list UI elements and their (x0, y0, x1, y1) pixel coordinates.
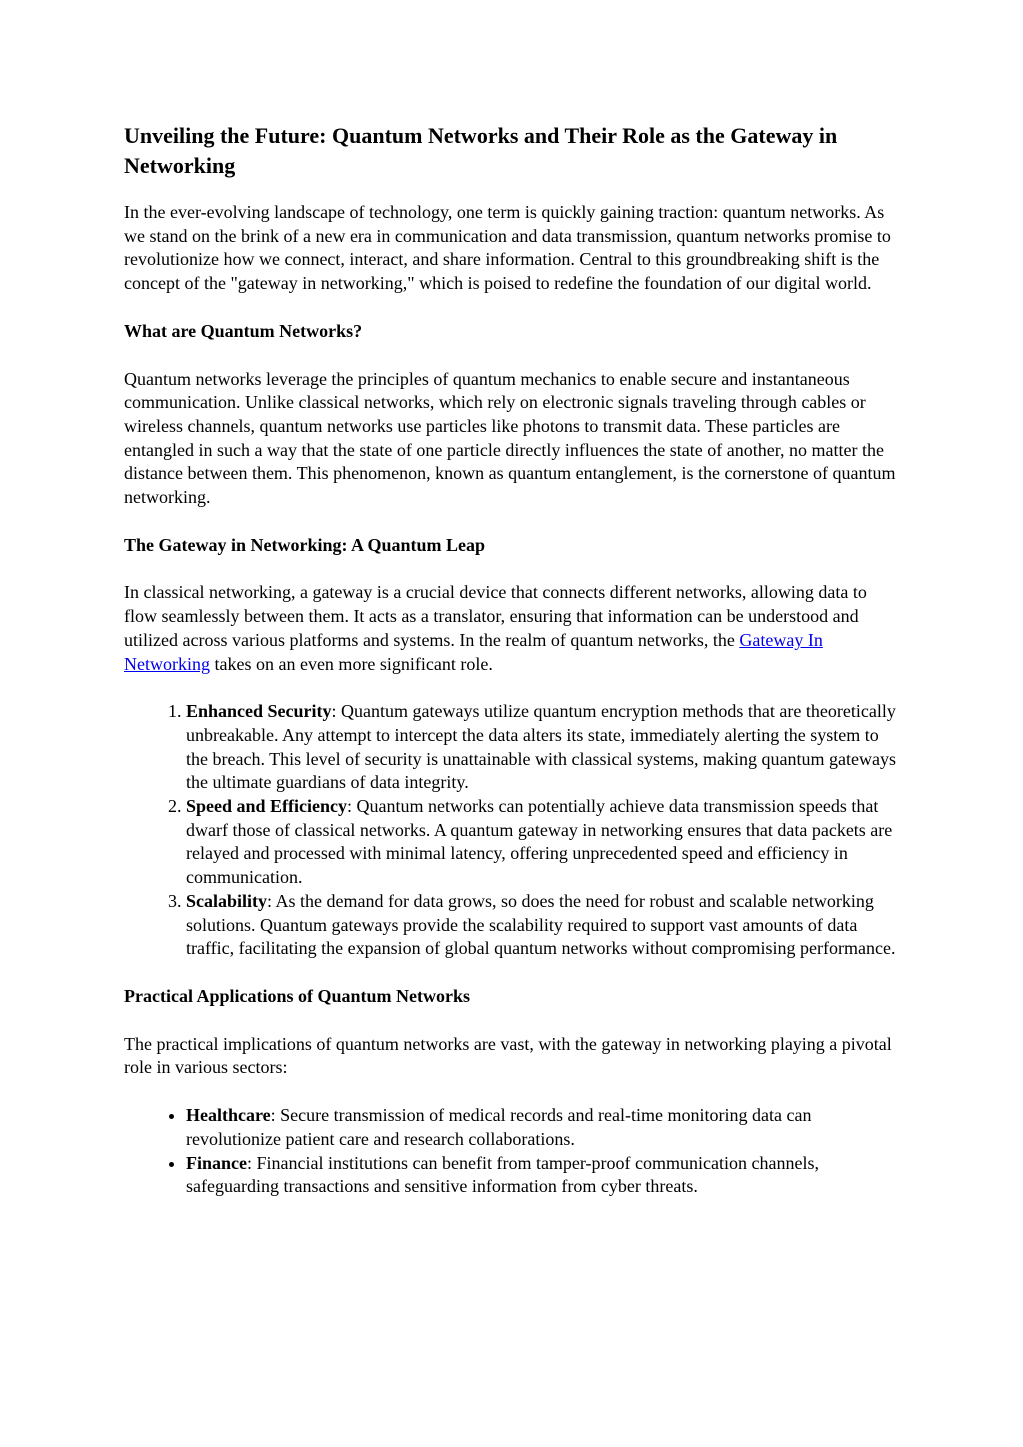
list-item-term: Speed and Efficiency (186, 796, 348, 817)
list-item-text: : As the demand for data grows, so does the need for robust and scalable networking solutions. Quantum gateways provide the scalability required to support vast amounts of data traffic, facilitating the expansion of global quantum networks without compromising performance. (186, 890, 896, 959)
list-item-text: : Quantum networks can potentially achieve data transmission speeds that dwarf those of classical networks. A quantum gateway in networking ensures that data packets are relayed and processed with minimal latency, offering unprecedented speed and efficiency in communication. (186, 796, 893, 888)
list-item-term: Enhanced Security (186, 701, 332, 722)
section-paragraph-gateway (124, 581, 904, 676)
document-title: Unveiling the Future: Quantum Networks and Their Role as the Gateway in Networking (124, 123, 838, 178)
section-paragraph-quantum-networks: Quantum networks leverage the principles of quantum mechanics to enable secure and instantaneous communication. Unlike classical networks, which rely on electronic signals traveling through cables or wireless channels, quantum networks use particles like photons to transmit data. These particles are entangled in such a way that the state of one particle directly influences the state of another, no matter the distance between them. This phenomenon, known as quantum entanglement, is the cornerstone of quantum networking. (124, 368, 896, 508)
list-item (186, 1152, 904, 1199)
gateway-text-after-link: takes on an even more significant role. (209, 653, 493, 674)
gateway-benefits-list (124, 700, 904, 961)
list-item (186, 890, 904, 961)
gateway-text-before-link: In classical networking, a gateway is a crucial device that connects different networks, allowing data to flow seamlessly between them. It acts as a translator, ensuring that information can be understood and utilized across various platforms and systems. In the realm of quantum networks, the (124, 582, 867, 650)
list-item (186, 1104, 904, 1151)
list-item-term: Finance (186, 1152, 247, 1173)
list-item (186, 795, 904, 890)
section-heading-practical-applications: Practical Applications of Quantum Networks (124, 985, 470, 1006)
section-paragraph-applications: The practical implications of quantum networks are vast, with the gateway in networking playing a pivotal role in various sectors: (124, 1033, 892, 1078)
gateway-in-networking-link[interactable]: Gateway In Networking (124, 629, 823, 674)
intro-paragraph: In the ever-evolving landscape of technology, one term is quickly gaining traction: quantum networks. As we stand on the brink of a new era in communication and data transmission, quantum networks promise to revolutionize how we connect, interact, and share information. Central to this groundbreaking shift is the concept of the "gateway in networking," which is poised to redefine the foundation of our digital world. (124, 202, 891, 294)
list-item (186, 700, 904, 795)
list-item-text: : Quantum gateways utilize quantum encryption methods that are theoretically unbreakable. Any attempt to intercept the data alters its state, immediately alerting the system to the breach. This level of security is unattainable with classical systems, making quantum gateways the ultimate guardians of data integrity. (186, 701, 896, 793)
section-heading-what-are-quantum-networks: What are Quantum Networks? (124, 320, 363, 341)
section-heading-gateway-in-networking: The Gateway in Networking: A Quantum Leap (124, 534, 486, 555)
applications-list (124, 1104, 904, 1199)
list-item-term: Scalability (186, 890, 268, 911)
list-item-text: : Secure transmission of medical records and real-time monitoring data can revolutionize patient care and research collaborations. (186, 1105, 812, 1149)
list-item-term: Healthcare (186, 1105, 271, 1126)
list-item-text: : Financial institutions can benefit from tamper-proof communication channels, safeguarding transactions and sensitive information from cyber threats. (186, 1152, 819, 1197)
document-page (124, 121, 904, 1223)
